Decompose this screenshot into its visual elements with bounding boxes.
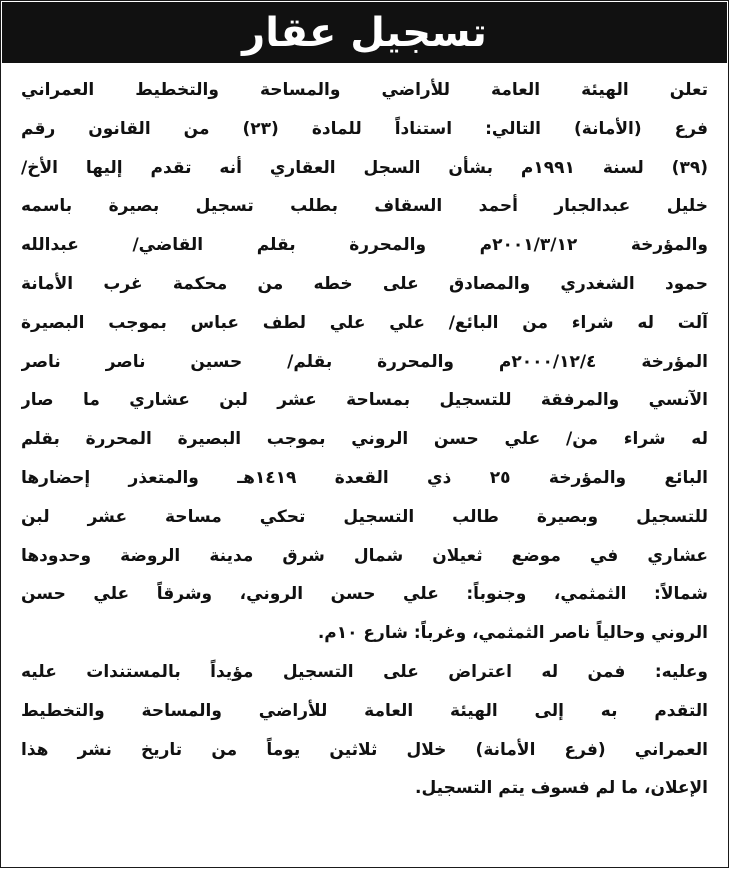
notice-title-bar — [2, 2, 727, 63]
notice-line: له شراء من/ علي حسن الروني بموجب البصيرة المحررة بقلم — [21, 429, 708, 450]
notice-title: تسجيل عقار — [242, 9, 487, 56]
notice-body — [21, 71, 708, 808]
notice-line: والمؤرخة ٢٠٠١/٣/١٢م والمحررة بقلم القاضي/ عبدالله — [21, 235, 708, 256]
notice-line: العمراني (فرع الأمانة) خلال ثلاثين يوماً من تاريخ نشر هذا — [21, 739, 708, 760]
notice-line: الآنسي والمرفقة للتسجيل بمساحة عشر لبن عشاري ما صار — [21, 390, 708, 411]
notice-line: فرع (الأمانة) التالي: استناداً للمادة (٢٣) من القانون رقم — [21, 118, 708, 139]
notice-line: للتسجيل وبصيرة طالب التسجيل تحكي مساحة عشر لبن — [21, 506, 708, 527]
notice-line: المؤرخة ٢٠٠٠/١٢/٤م والمحررة بقلم/ حسين ناصر ناصر — [21, 351, 708, 372]
notice-line: تعلن الهيئة العامة للأراضي والمساحة والتخطيط العمراني — [21, 80, 708, 100]
notice-line: خليل عبدالجبار أحمد السقاف بطلب تسجيل بصيرة باسمه — [21, 196, 708, 217]
notice-line: الإعلان، ما لم فسوف يتم التسجيل. — [415, 778, 708, 799]
notice-line: آلت له شراء من البائع/ علي علي لطف عباس بموجب البصيرة — [21, 312, 708, 333]
notice-line: حمود الشغدري والمصادق على خطه من محكمة غرب الأمانة — [21, 273, 708, 294]
notice-line: شمالاً: الثمثمي، وجنوباً: علي حسن الروني، وشرقاً علي حسن — [21, 584, 708, 605]
notice-line: الروني وحالياً ناصر الثمثمي، وغرباً: شارع ١٠م. — [317, 623, 708, 644]
notice-line: عشاري في موضع ثعيلان شمال شرق مدينة الروضة وحدودها — [21, 545, 708, 566]
notice-line: البائع والمؤرخة ٢٥ ذي القعدة ١٤١٩هـ والمتعذر إحضارها — [21, 467, 708, 488]
notice-line: (٣٩) لسنة ١٩٩١م بشأن السجل العقاري أنه تقدم إليها الأخ/ — [21, 157, 708, 178]
notice-line: التقدم به إلى الهيئة العامة للأراضي والمساحة والتخطيط — [21, 700, 708, 721]
notice-line: وعليه: فمن له اعتراض على التسجيل مؤيداً بالمستندات عليه — [21, 661, 708, 682]
